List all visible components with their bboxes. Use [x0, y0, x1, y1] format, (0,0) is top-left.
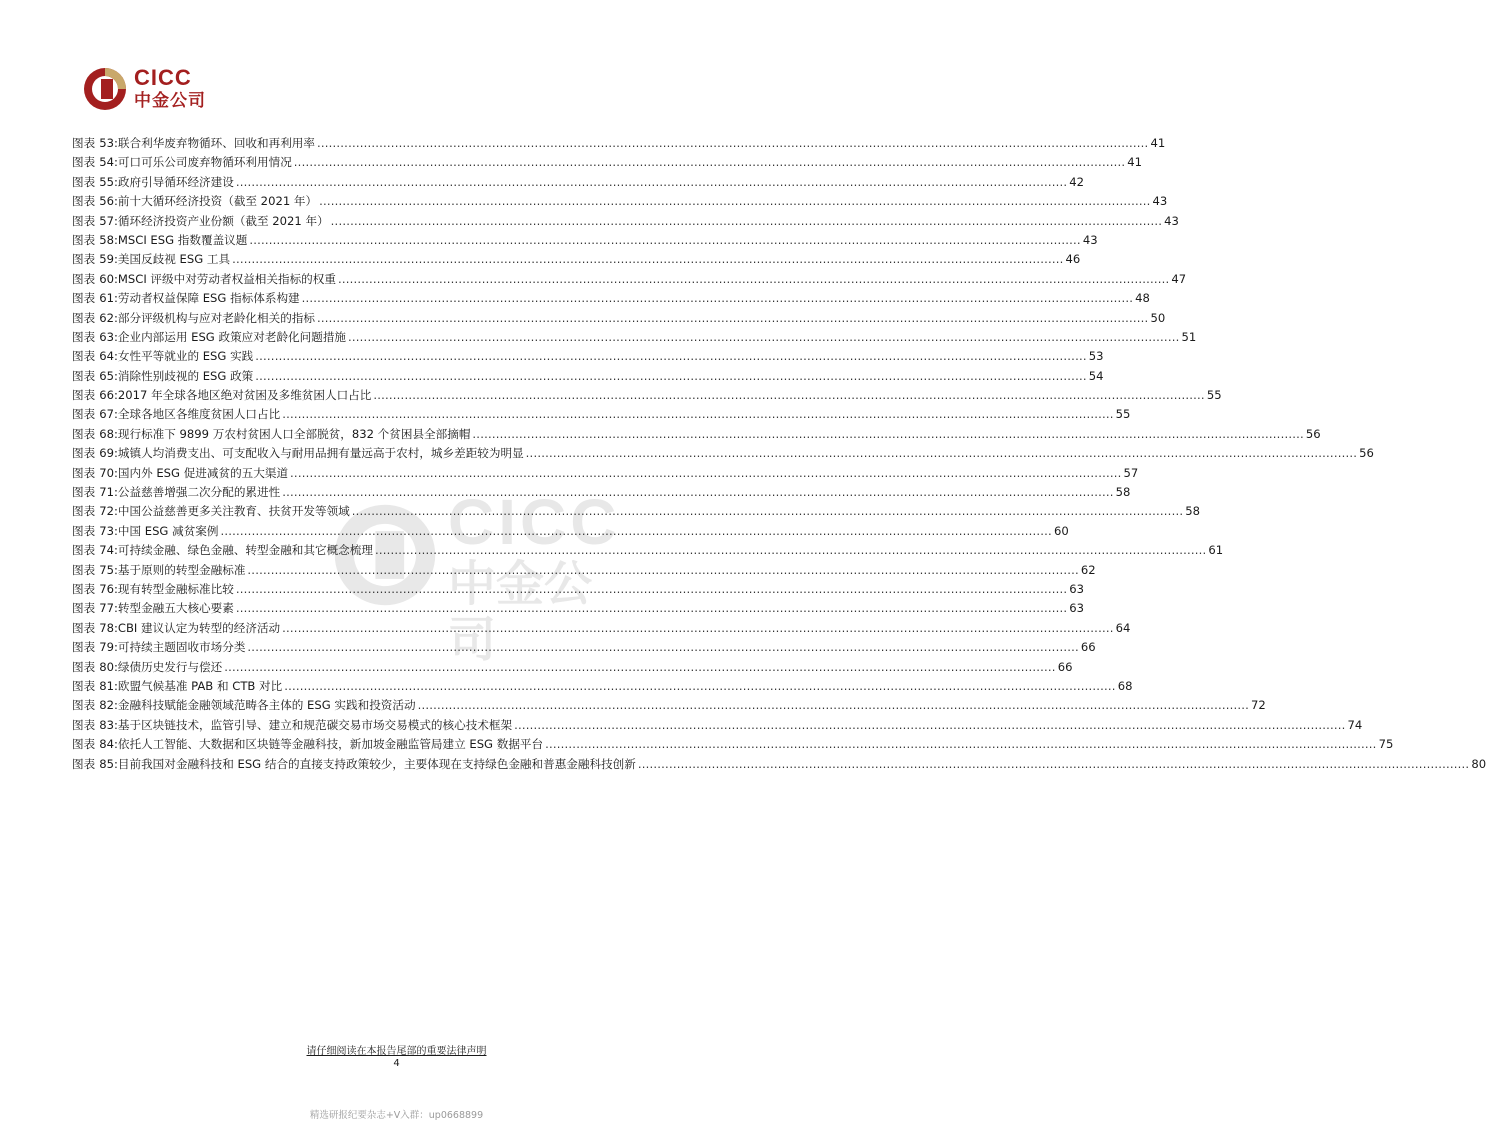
figure-list-item[interactable]: [72, 289, 1150, 308]
figure-list-item[interactable]: [72, 638, 1096, 657]
dot-leader: [319, 192, 1150, 211]
figure-list-item[interactable]: [72, 561, 1096, 580]
figure-page-number: 66: [1057, 659, 1073, 674]
figure-number: 76:: [99, 581, 118, 596]
dot-leader: [255, 347, 1086, 366]
watermark-text-en: CICC: [448, 486, 621, 558]
figure-list-item[interactable]: [72, 173, 1085, 192]
figure-title: 部分评级机构与应对老龄化相关的指标: [117, 310, 315, 325]
figure-number: 80:: [99, 659, 118, 674]
figure-page-number: 58: [1185, 504, 1200, 519]
dot-leader: [545, 735, 1376, 754]
dot-leader: [236, 599, 1067, 618]
figure-number: 66:: [99, 388, 118, 403]
figure-page-number: 61: [1208, 543, 1224, 558]
figure-list-item[interactable]: [72, 367, 1104, 386]
dot-leader: [338, 270, 1169, 289]
figure-label: 图表: [72, 465, 96, 480]
dot-leader: [348, 328, 1179, 347]
figure-number: 61:: [99, 291, 118, 306]
figure-list-item[interactable]: [72, 755, 1486, 774]
figure-label: 图表: [72, 601, 96, 616]
figure-title: 劳动者权益保障 ESG 指标体系构建: [117, 291, 300, 306]
dot-leader: [249, 231, 1080, 250]
figure-label: 图表: [72, 756, 96, 771]
figure-number: 70:: [99, 465, 118, 480]
dot-leader: [352, 502, 1183, 521]
figure-page-number: 66: [1080, 640, 1096, 655]
figure-page-number: 58: [1115, 485, 1131, 500]
dot-leader: [282, 405, 1113, 424]
dot-leader: [232, 250, 1063, 269]
figure-label: 图表: [72, 329, 96, 344]
figure-number: 57:: [99, 213, 118, 228]
figure-page-number: 60: [1053, 523, 1069, 538]
figure-list: [72, 134, 1486, 774]
figure-page-number: 43: [1082, 232, 1098, 247]
figure-title: 循环经济投资产业份额（截至 2021 年）: [117, 213, 329, 228]
figure-list-item[interactable]: [72, 677, 1133, 696]
figure-number: 59:: [99, 252, 118, 267]
dot-leader: [284, 677, 1115, 696]
figure-title: 美国反歧视 ESG 工具: [117, 252, 231, 267]
figure-list-item[interactable]: [72, 483, 1131, 502]
figure-list-item[interactable]: [72, 619, 1131, 638]
figure-label: 图表: [72, 717, 96, 732]
figure-list-item[interactable]: [72, 444, 1374, 463]
figure-label: 图表: [72, 291, 96, 306]
figure-label: 图表: [72, 504, 96, 519]
figure-list-item[interactable]: [72, 153, 1143, 172]
figure-page-number: 62: [1080, 562, 1096, 577]
figure-number: 72:: [99, 504, 118, 519]
dot-leader: [638, 755, 1469, 774]
dot-leader: [302, 289, 1133, 308]
figure-page-number: 63: [1069, 581, 1085, 596]
figure-list-item[interactable]: [72, 134, 1166, 153]
page-number: 4: [393, 1058, 400, 1069]
figure-list-item[interactable]: [72, 347, 1104, 366]
figure-title: CBI 建议认定为转型的经济活动: [117, 620, 281, 635]
figure-title: MSCI ESG 指数覆盖议题: [117, 232, 248, 247]
figure-label: 图表: [72, 543, 96, 558]
figure-title: 前十大循环经济投资（截至 2021 年）: [117, 194, 318, 209]
figure-number: 64:: [99, 349, 118, 364]
figure-label: 图表: [72, 194, 96, 209]
figure-number: 74:: [99, 543, 118, 558]
figure-number: 82:: [99, 698, 118, 713]
figure-list-item[interactable]: [72, 522, 1069, 541]
figure-number: 55:: [99, 174, 118, 189]
figure-title: MSCI 评级中对劳动者权益相关指标的权重: [117, 271, 336, 286]
figure-number: 71:: [99, 485, 118, 500]
figure-number: 68:: [99, 426, 118, 441]
figure-number: 65:: [99, 368, 118, 383]
figure-list-item[interactable]: [72, 696, 1266, 715]
figure-list-item[interactable]: [72, 541, 1224, 560]
figure-list-item[interactable]: [72, 464, 1139, 483]
dot-leader: [224, 658, 1055, 677]
figure-label: 图表: [72, 271, 96, 286]
figure-number: 84:: [99, 737, 118, 752]
dot-leader: [317, 309, 1148, 328]
figure-number: 56:: [99, 194, 118, 209]
figure-number: 53:: [99, 136, 118, 150]
figure-list-item[interactable]: [72, 599, 1085, 618]
figure-page-number: 55: [1206, 388, 1222, 403]
figure-label: 图表: [72, 368, 96, 383]
figure-title: 政府引导循环经济建设: [117, 174, 234, 189]
figure-list-item[interactable]: [72, 716, 1363, 735]
figure-title: 企业内部运用 ESG 政策应对老龄化问题措施: [117, 329, 347, 344]
figure-list-item[interactable]: [72, 192, 1168, 211]
figure-page-number: 72: [1251, 698, 1266, 713]
figure-page-number: 51: [1181, 329, 1197, 344]
figure-title: 可口可乐公司废弃物循环利用情况: [117, 155, 292, 170]
figure-page-number: 57: [1123, 465, 1139, 480]
figure-page-number: 80: [1471, 756, 1486, 771]
dot-leader: [294, 153, 1125, 172]
figure-label: 图表: [72, 640, 96, 655]
figure-number: 63:: [99, 329, 118, 344]
figure-title: 转型金融五大核心要素: [117, 601, 234, 616]
figure-number: 54:: [99, 155, 118, 170]
figure-label: 图表: [72, 213, 96, 228]
figure-number: 73:: [99, 523, 118, 538]
figure-label: 图表: [72, 737, 96, 752]
dot-leader: [290, 464, 1121, 483]
figure-number: 75:: [99, 562, 118, 577]
dot-leader: [331, 212, 1162, 231]
figure-list-item[interactable]: [72, 502, 1200, 521]
figure-label: 图表: [72, 562, 96, 577]
legal-notice[interactable]: [0, 1042, 793, 1057]
figure-page-number: 46: [1065, 252, 1081, 267]
figure-title: 中国公益慈善更多关注教育、扶贫开发等领域: [117, 504, 350, 519]
figure-number: 67:: [99, 407, 118, 422]
figure-page-number: 47: [1171, 271, 1187, 286]
figure-label: 图表: [72, 407, 96, 422]
figure-label: 图表: [72, 426, 96, 441]
figure-title: 城镇人均消费支出、可支配收入与耐用品拥有量远高于农村，城乡差距较为明显: [117, 446, 524, 461]
figure-page-number: 64: [1115, 620, 1131, 635]
figure-page-number: 68: [1117, 678, 1133, 693]
figure-label: 图表: [72, 698, 96, 713]
dot-leader: [282, 619, 1113, 638]
figure-label: 图表: [72, 581, 96, 596]
figure-number: 58:: [99, 232, 118, 247]
figure-title: 消除性别歧视的 ESG 政策: [117, 368, 254, 383]
figure-title: 欧盟气候基准 PAB 和 CTB 对比: [117, 678, 283, 693]
figure-label: 图表: [72, 174, 96, 189]
figure-label: 图表: [72, 136, 96, 150]
dot-leader: [247, 638, 1078, 657]
figure-label: 图表: [72, 523, 96, 538]
figure-label: 图表: [72, 678, 96, 693]
figure-title: 可持续金融、绿色金融、转型金融和其它概念梳理: [117, 543, 373, 558]
dot-leader: [247, 561, 1078, 580]
figure-label: 图表: [72, 155, 96, 170]
dot-leader: [255, 367, 1086, 386]
dot-leader: [220, 522, 1051, 541]
dot-leader: [282, 483, 1113, 502]
figure-number: 60:: [99, 271, 118, 286]
figure-page-number: 54: [1088, 368, 1104, 383]
dot-leader: [418, 696, 1249, 715]
figure-title: 基于原则的转型金融标准: [117, 562, 246, 577]
figure-list-item[interactable]: [72, 231, 1098, 250]
figure-list-item[interactable]: [72, 405, 1131, 424]
figure-title: 绿债历史发行与偿还: [117, 659, 223, 674]
figure-page-number: 48: [1135, 291, 1150, 306]
figure-list-item[interactable]: [72, 309, 1166, 328]
figure-label: 图表: [72, 310, 96, 325]
figure-list-item[interactable]: [72, 328, 1197, 347]
figure-label: 图表: [72, 388, 96, 403]
figure-page-number: 50: [1150, 310, 1166, 325]
dot-leader: [472, 425, 1303, 444]
figure-page-number: 43: [1164, 213, 1179, 228]
figure-label: 图表: [72, 349, 96, 364]
figure-number: 78:: [99, 620, 118, 635]
legal-notice-text[interactable]: 请仔细阅读在本报告尾部的重要法律声明: [306, 1046, 487, 1057]
figure-page-number: 41: [1127, 155, 1143, 170]
logo-text-cn: 中金公司: [134, 91, 206, 111]
figure-title: 公益慈善增强二次分配的累进性: [117, 485, 281, 500]
figure-page-number: 63: [1069, 601, 1085, 616]
figure-page-number: 75: [1378, 737, 1394, 752]
dot-leader: [236, 580, 1067, 599]
figure-title: 目前我国对金融科技和 ESG 结合的直接支持政策较少，主要体现在支持绿色金融和普惠金融科技创新: [117, 756, 636, 771]
figure-number: 81:: [99, 678, 118, 693]
figure-list-item[interactable]: [72, 735, 1394, 754]
figure-label: 图表: [72, 232, 96, 247]
figure-page-number: 56: [1305, 426, 1321, 441]
figure-title: 国内外 ESG 促进减贫的五大渠道: [117, 465, 289, 480]
dot-leader: [514, 716, 1345, 735]
logo-text-en: CICC: [134, 65, 192, 90]
figure-title: 金融科技赋能金融领域范畴各主体的 ESG 实践和投资活动: [117, 698, 416, 713]
figure-number: 77:: [99, 601, 118, 616]
figure-title: 现行标准下 9899 万农村贫困人口全部脱贫，832 个贫困县全部摘帽: [117, 426, 471, 441]
figure-number: 69:: [99, 446, 118, 461]
figure-number: 79:: [99, 640, 118, 655]
figure-title: 基于区块链技术，监管引导、建立和规范碳交易市场交易模式的核心技术框架: [117, 717, 513, 732]
figure-label: 图表: [72, 446, 96, 461]
figure-list-item[interactable]: [72, 425, 1321, 444]
figure-list-item[interactable]: [72, 658, 1073, 677]
figure-title: 依托人工智能、大数据和区块链等金融科技，新加坡金融监管局建立 ESG 数据平台: [117, 737, 544, 752]
figure-page-number: 55: [1115, 407, 1131, 422]
figure-title: 现有转型金融标准比较: [117, 581, 234, 596]
figure-label: 图表: [72, 659, 96, 674]
watermark-text-cn: 中金公司: [448, 556, 593, 668]
figure-page-number: 74: [1347, 717, 1363, 732]
figure-number: 62:: [99, 310, 118, 325]
figure-page-number: 41: [1150, 136, 1166, 150]
figure-title: 可持续主题固收市场分类: [117, 640, 246, 655]
bottom-promo-text: 精选研报纪要杂志+V入群：up0668899: [309, 1110, 484, 1121]
figure-title: 联合利华废弃物循环、回收和再利用率: [117, 136, 315, 150]
figure-page-number: 53: [1088, 349, 1104, 364]
figure-list-item[interactable]: [72, 212, 1179, 231]
figure-list-item[interactable]: [72, 386, 1222, 405]
figure-label: 图表: [72, 252, 96, 267]
figure-label: 图表: [72, 620, 96, 635]
dot-leader: [317, 134, 1148, 153]
figure-label: 图表: [72, 485, 96, 500]
dot-leader: [375, 541, 1206, 560]
figure-list-item[interactable]: [72, 580, 1085, 599]
figure-page-number: 56: [1359, 446, 1374, 461]
figure-page-number: 43: [1152, 194, 1168, 209]
figure-list-item[interactable]: [72, 250, 1081, 269]
dot-leader: [236, 173, 1067, 192]
figure-page-number: 42: [1069, 174, 1085, 189]
figure-title: 2017 年全球各地区绝对贫困及多维贫困人口占比: [117, 388, 372, 403]
figure-title: 中国 ESG 减贫案例: [117, 523, 219, 538]
dot-leader: [373, 386, 1204, 405]
cicc-logo-mark-icon: [82, 66, 128, 112]
figure-title: 全球各地区各维度贫困人口占比: [117, 407, 281, 422]
figure-list-item[interactable]: [72, 270, 1187, 289]
figure-number: 85:: [99, 756, 118, 771]
figure-title: 女性平等就业的 ESG 实践: [117, 349, 254, 364]
cicc-logo: [82, 66, 232, 116]
figure-number: 83:: [99, 717, 118, 732]
dot-leader: [526, 444, 1357, 463]
